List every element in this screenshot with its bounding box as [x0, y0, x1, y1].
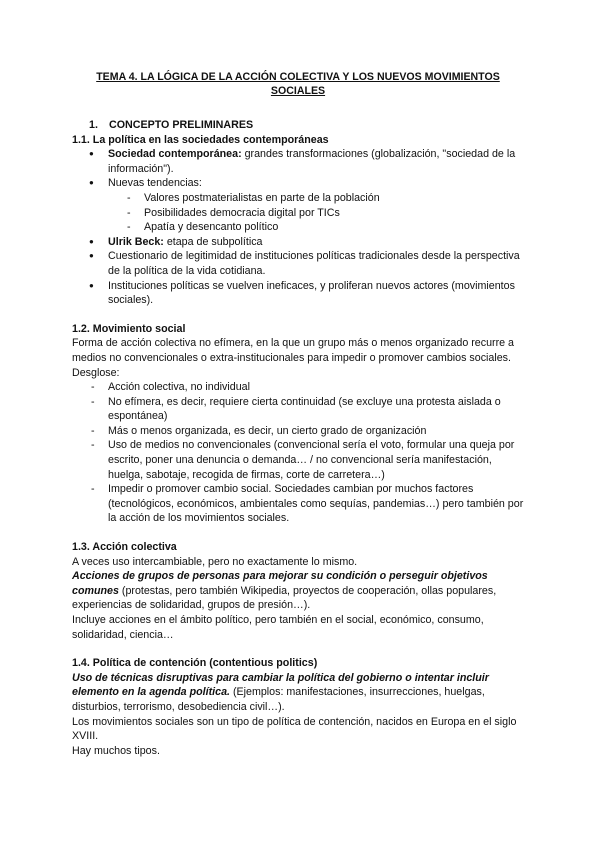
sub-list	[72, 191, 524, 235]
list-item: - Acción colectiva, no individual	[72, 380, 524, 395]
sub-list-item: - Posibilidades democracia digital por TICs	[72, 206, 524, 221]
section-1-title: CONCEPTO PRELIMINARES	[109, 119, 254, 131]
bold-term: Sociedad contemporánea:	[108, 148, 242, 161]
desglose-list	[72, 380, 524, 526]
section-1-3-heading: 1.3. Acción colectiva	[72, 541, 177, 554]
list-item	[72, 235, 524, 250]
section-1-1-heading: 1.1. La política en las sociedades contemporáneas	[72, 133, 329, 146]
list-item	[72, 176, 524, 234]
section-1-4-heading: 1.4. Política de contención (contentious politics)	[72, 657, 318, 670]
paragraph: Incluye acciones en el ámbito político, pero también en el social, económico, consumo, solidaridad, ciencia…	[72, 614, 484, 641]
item-text: etapa de subpolítica	[163, 235, 263, 248]
section-1-1-list	[72, 147, 524, 308]
document-page	[72, 70, 524, 758]
bold-italic-text: Acciones de grupos de personas para mejorar su condición o perseguir objetivos comunes	[72, 570, 488, 597]
paragraph-text: (protestas, pero también Wikipedia, proyectos de cooperación, ollas populares, experiencias de solidaridad, grupos de presión…).	[72, 584, 497, 612]
list-item: - No efímera, es decir, requiere cierta continuidad (se excluye una protesta aislada o espontánea)	[72, 395, 524, 424]
desglose-label: Desglose:	[72, 366, 120, 379]
section-1-number: 1.	[89, 119, 98, 131]
paragraph-text: (Ejemplos: manifestaciones, insurrecciones, huelgas, disturbios, terrorismo, desobediencia civil…).	[72, 686, 485, 713]
list-item: ● Instituciones políticas se vuelven ineficaces, y proliferan nuevos actores (movimientos sociales).	[72, 279, 524, 308]
sub-list-item: - Apatía y desencanto político	[72, 220, 524, 235]
section-1-heading	[89, 118, 524, 133]
list-item	[72, 147, 524, 176]
item-text: grandes transformaciones (globalización, "sociedad de la información").	[108, 148, 516, 175]
list-item: - Uso de medios no convencionales (convencional sería el voto, formular una queja por escrito, poner una denuncia o demanda… / no convencional sería manifestación, huelga, sabotaje, recogida de firmas, corte de carretera…)	[72, 438, 524, 482]
bold-italic-text: Uso de técnicas disruptivas para cambiar la política del gobierno o intentar incluir elemento en la agenda política.	[72, 671, 489, 699]
section-1-2-heading: 1.2. Movimiento social	[72, 322, 186, 335]
paragraph: A veces uso intercambiable, pero no exactamente lo mismo.	[72, 555, 358, 568]
list-item: ● Cuestionario de legitimidad de instituciones políticas tradicionales desde la perspectiva de la política de la vida cotidiana.	[72, 249, 524, 278]
list-item: - Impedir o promover cambio social. Sociedades cambian por muchos factores (tecnológicos, económicos, ambientales como sequías, pandemias…) pero también por la acción de los movimientos sociales.	[72, 482, 524, 526]
paragraph	[72, 671, 524, 715]
definition-text: Forma de acción colectiva no efímera, en la que un grupo más o menos organizado recurre a medios no convencionales o extra-institucionales para impedir o promover cambios sociales.	[72, 337, 514, 364]
document-title: TEMA 4. LA LÓGICA DE LA ACCIÓN COLECTIVA Y LOS NUEVOS MOVIMIENTOS SOCIALES	[96, 71, 500, 97]
paragraph: Hay muchos tipos.	[72, 744, 160, 757]
list-item: - Más o menos organizada, es decir, un cierto grado de organización	[72, 424, 524, 439]
paragraph	[72, 569, 524, 613]
item-text: Nuevas tendencias:	[108, 177, 202, 190]
bold-term: Ulrik Beck:	[108, 235, 164, 248]
sub-list-item: - Valores postmaterialistas en parte de la población	[72, 191, 524, 206]
paragraph: Los movimientos sociales son un tipo de política de contención, nacidos en Europa en el siglo XVIII.	[72, 715, 517, 743]
